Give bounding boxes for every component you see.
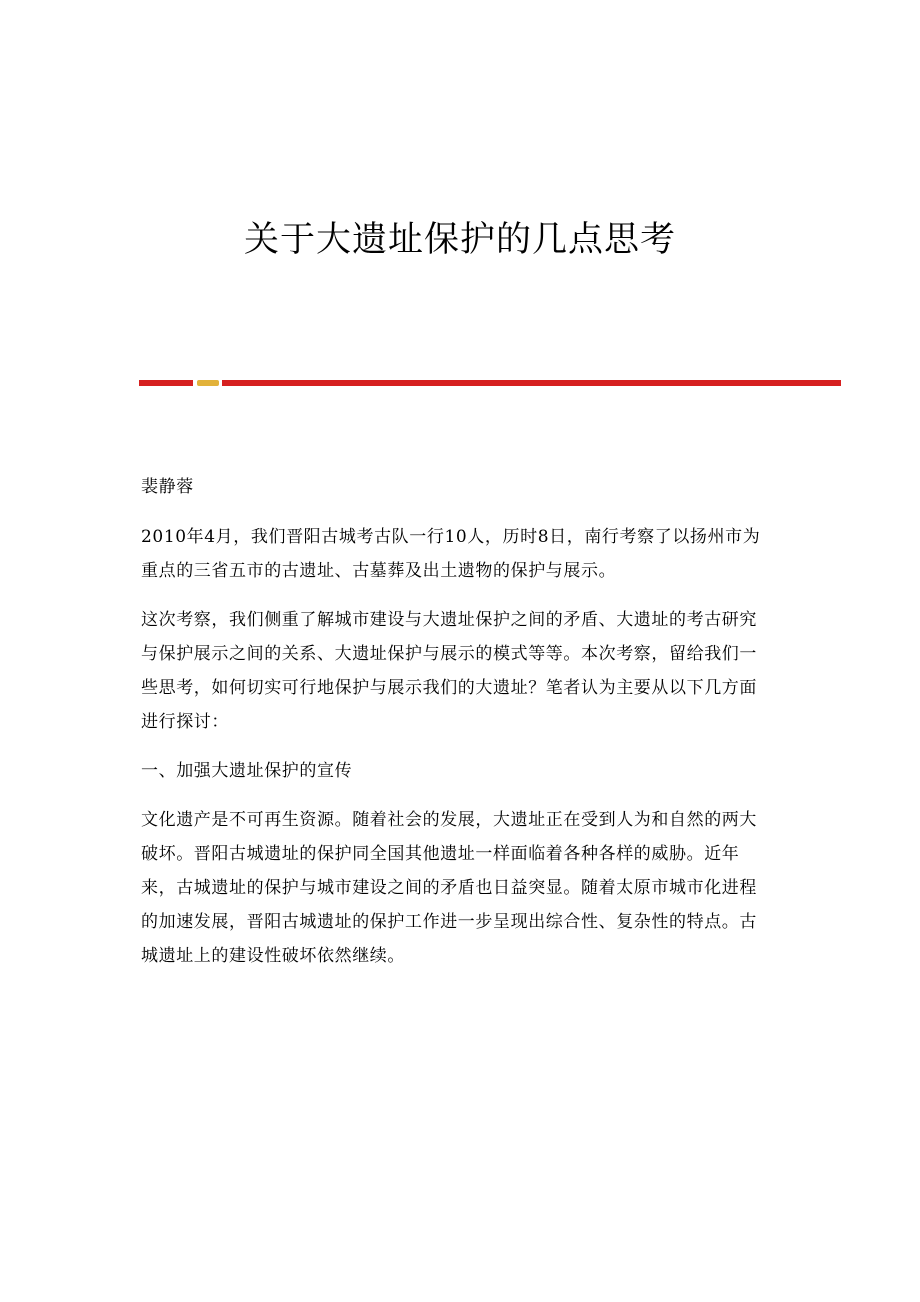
title-divider-right (222, 380, 841, 386)
document-title: 关于大遗址保护的几点思考 (243, 220, 676, 260)
paragraph-focus: 这次考察，我们侧重了解城市建设与大遗址保护之间的矛盾、大遗址的考古研究与保护展示之间的关系、大遗址保护与展示的模式等等。本次考察，留给我们一些思考，如何切实可行地保护与展示我们的大遗址？笔者认为主要从以下几方面进行探讨： (141, 610, 757, 732)
author-name: 裴静蓉 (141, 477, 194, 497)
paragraph-intro: 2010年4月，我们晋阳古城考古队一行10人，历时8日，南行考察了以扬州市为重点的三省五市的古遗址、古墓葬及出土遗物的保护与展示。 (141, 527, 761, 581)
paragraph-heritage: 文化遗产是不可再生资源。随着社会的发展，大遗址正在受到人为和自然的两大破坏。晋阳古城遗址的保护同全国其他遗址一样面临着各种各样的威胁。近年来，古城遗址的保护与城市建设之间的矛盾也日益突显。随着太原市城市化进程的加速发展，晋阳古城遗址的保护工作进一步呈现出综合性、复杂性的特点。古城遗址上的建设性破坏依然继续。 (141, 810, 757, 966)
title-divider-ornament (197, 380, 219, 386)
document-body (141, 470, 773, 988)
section-heading: 一、加强大遗址保护的宣传 (141, 761, 353, 781)
title-divider-left (139, 380, 193, 386)
